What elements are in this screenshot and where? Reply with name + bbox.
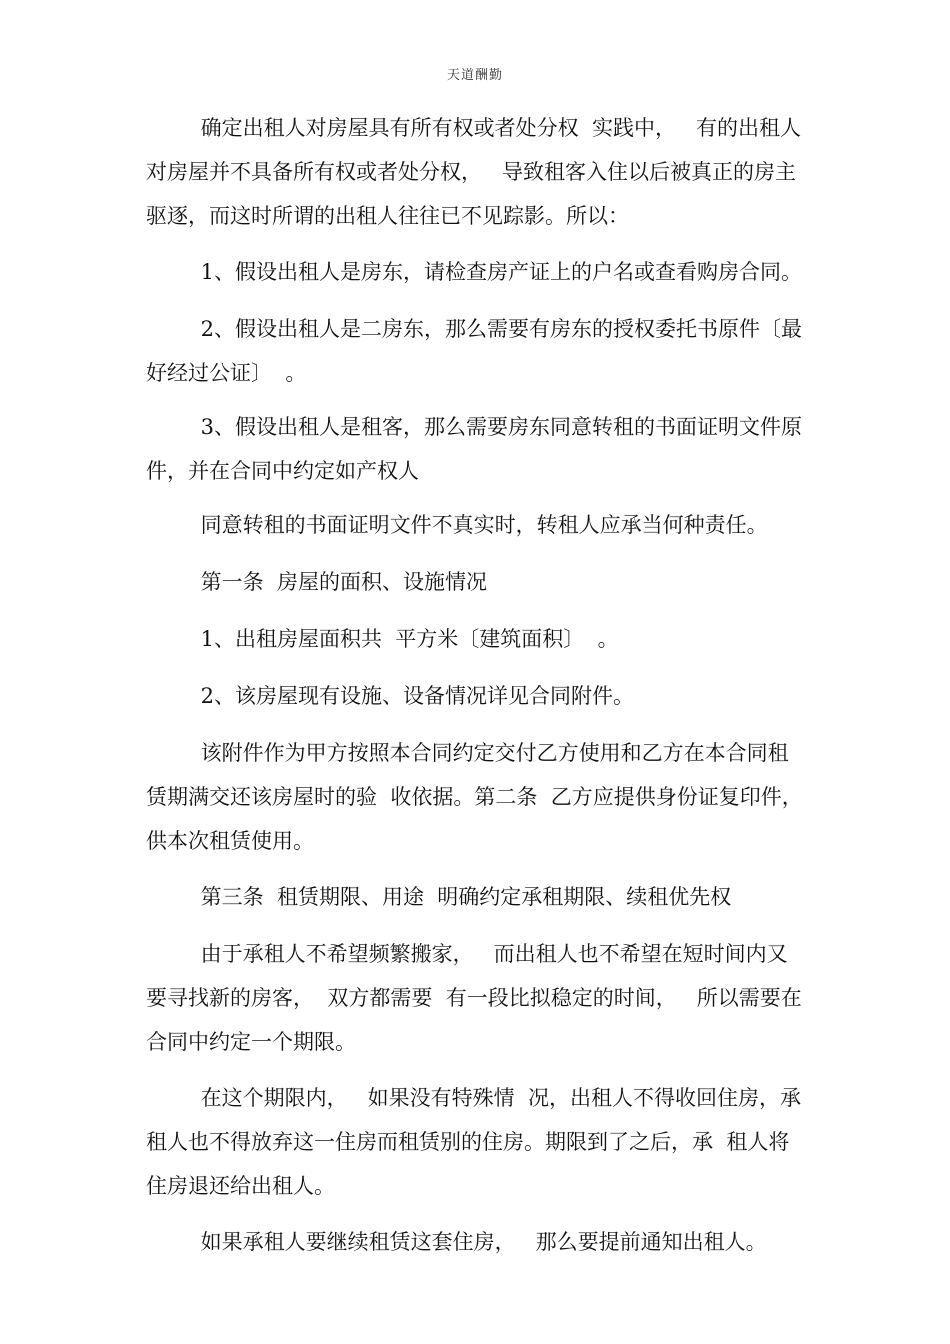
article-1-title: 第一条 房屋的面积、设施情况 <box>200 570 487 594</box>
paragraph-term-rules: 在这个期限内， 如果没有特殊情 况，出租人不得收回住房，承租人也不得放弃这一住房而租赁别的住房。期限到了之后，承 租人将住房退还给出租人。 <box>146 1086 801 1198</box>
paragraph-landlord-case: 1、假设出租人是房东，请检查房产证上的户名或查看购房合同。 <box>200 260 802 284</box>
paragraph-sublease-liability: 同意转租的书面证明文件不真实时，转租人应承当何种责任。 <box>200 513 768 537</box>
paragraph-renewal-notice: 如果承租人要继续租赁这套住房， 那么要提前通知出租人。 <box>200 1230 767 1254</box>
paragraph-attachment-and-article-2: 该附件作为甲方按照本合同约定交付乙方使用和乙方在本合同租赁期满交还该房屋时的验 收依据。第二条 乙方应提供身份证复印件，供本次租赁使用。 <box>146 741 803 853</box>
article-3-title: 第三条 租赁期限、用途 明确约定承租期限、续租优先权 <box>200 885 732 909</box>
paragraph-tenant-case: 3、假设出租人是租客，那么需要房东同意转租的书面证明文件原件，并在合同中约定如产权人 <box>146 415 802 483</box>
paragraph-sublandlord-case: 2、假设出租人是二房东，那么需要有房东的授权委托书原件〔最好经过公证〕 。 <box>146 317 802 385</box>
page-header: 天道酬勤 <box>446 68 503 83</box>
paragraph-term-reason: 由于承租人不希望频繁搬家， 而出租人也不希望在短时间内又要寻找新的房客， 双方都需要 有一段比拟稳定的时间， 所以需要在合同中约定一个期限。 <box>146 942 802 1054</box>
paragraph-area: 1、出租房屋面积共 平方米〔建筑面积〕 。 <box>200 627 619 651</box>
paragraph-ownership-check: 确定出租人对房屋具有所有权或者处分权 实践中， 有的出租人对房屋并不具备所有权或者处分权， 导致租客入住以后被真正的房主驱逐，而这时所谓的出租人往往已不见踪影。所以： <box>146 116 801 228</box>
document-body <box>146 106 806 1277</box>
paragraph-facilities: 2、该房屋现有设施、设备情况详见合同附件。 <box>200 684 634 708</box>
